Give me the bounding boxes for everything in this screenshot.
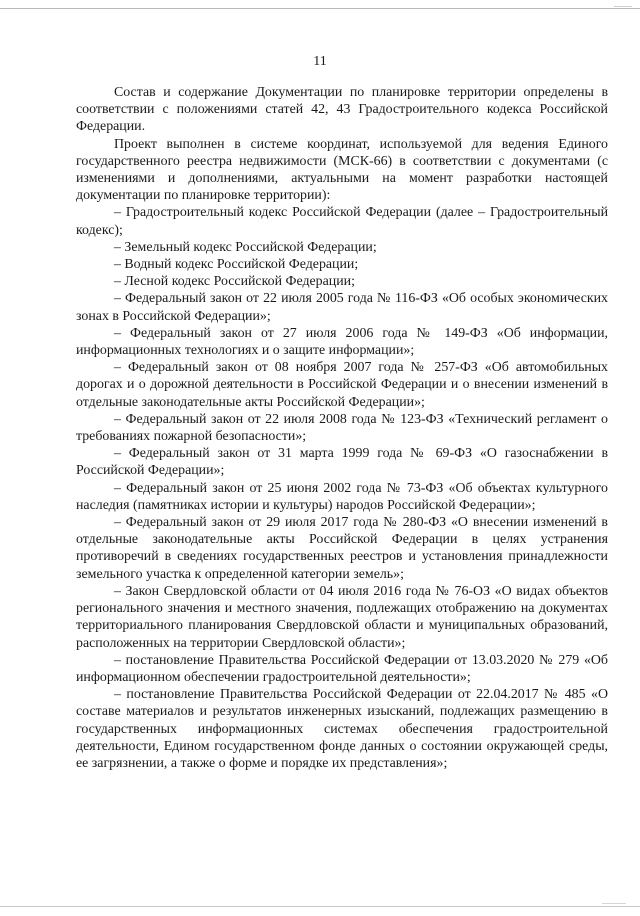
page-bottom-edge: [0, 906, 640, 907]
list-item-fz-116: – Федеральный закон от 22 июля 2005 года № 116-ФЗ «Об особых экономических зонах в Российской Федерации»;: [76, 291, 608, 324]
list-item-zemelny-kodeks: – Земельный кодекс Российской Федерации;: [114, 239, 377, 255]
page-number: 11: [313, 54, 327, 69]
document-body: [76, 84, 608, 772]
list-item-oz-76: – Закон Свердловской области от 04 июля 2016 года № 76-ОЗ «О видах объектов регионального значения и местного значения, подлежащих отображению на документах территориального планирования Свердловской области и муниципальных образований, расположенных на территории Свердловской области»;: [76, 583, 608, 651]
list-item-fz-123: – Федеральный закон от 22 июля 2008 года № 123-ФЗ «Технический регламент о требованиях пожарной безопасности»;: [76, 411, 608, 445]
list-item-fz-69: – Федеральный закон от 31 марта 1999 года № 69-ФЗ «О газоснабжении в Российской Федерации»;: [76, 446, 608, 479]
page-top-edge: [0, 8, 640, 9]
page-bottom-mark: [602, 903, 626, 904]
list-item-fz-73: – Федеральный закон от 25 июня 2002 года № 73-ФЗ «Об объектах культурного наследия (памятниках истории и культуры) народов Российской Федерации»;: [76, 480, 608, 513]
list-item-fz-257: – Федеральный закон от 08 ноября 2007 года № 257-ФЗ «Об автомобильных дорогах и о дорожной деятельности в Российской Федерации и о внесении изменений в отдельные законодательные акты Российской Федерации»;: [76, 360, 608, 410]
page-corner-mark: [614, 6, 632, 7]
list-item-fz-280: – Федеральный закон от 29 июля 2017 года № 280-ФЗ «О внесении изменений в отдельные законодательные акты Российской Федерации в целях устранения противоречий в сведениях государственных реестров и установления принадлежности земельного участка к определенной категории земель»;: [76, 515, 608, 582]
list-item-vodny-kodeks: – Водный кодекс Российской Федерации;: [114, 257, 359, 273]
list-item-fz-149: – Федеральный закон от 27 июля 2006 года № 149-ФЗ «Об информации, информационных технологиях и о защите информации»;: [76, 325, 608, 359]
list-item-postanovlenie-485: – постановление Правительства Российской Федерации от 22.04.2017 № 485 «О составе материалов и результатов инженерных изысканий, подлежащих размещению в государственных информационных системах обеспечения градостроительной деятельности, Едином государственном фонде данных о состоянии окружающей среды, ее загрязнении, а также о форме и порядке их представления»;: [76, 687, 608, 771]
list-item-gradostroitelny-kodeks: – Градостроительный кодекс Российской Федерации (далее – Градостроительный кодекс);: [76, 205, 608, 238]
paragraph-intro: Состав и содержание Документации по планировке территории определены в соответствии с положениями статей 42, 43 Градостроительного кодекса Российской Федерации.: [76, 85, 608, 135]
list-item-lesnoy-kodeks: – Лесной кодекс Российской Федерации;: [114, 274, 355, 290]
list-item-postanovlenie-279: – постановление Правительства Российской Федерации от 13.03.2020 № 279 «Об информационном обеспечении градостроительной деятельности»;: [76, 652, 608, 685]
paragraph-coordinate-system: Проект выполнен в системе координат, используемой для ведения Единого государственного реестра недвижимости (МСК-66) в соответствии с документами (с изменениями и дополнениями, актуальными на момент разработки настоящей документации по планировке территории):: [76, 136, 608, 204]
